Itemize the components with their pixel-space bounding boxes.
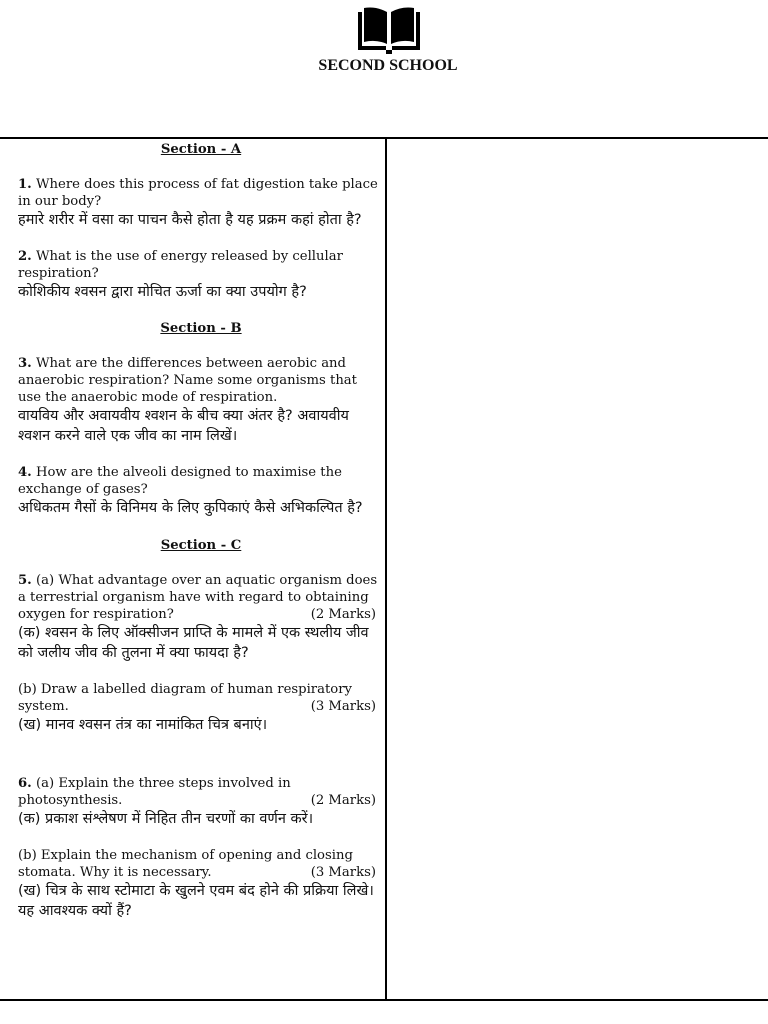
question-2 — [18, 248, 384, 302]
marks-label: (2 Marks) — [310, 607, 376, 622]
question-text-en: (b) Explain the mechanism of opening and closing stomata. Why it is necessary. — [18, 848, 353, 880]
question-text-en: (b) Draw a labelled diagram of human respiratory system. — [18, 682, 352, 714]
marks-label: (2 Marks) — [310, 793, 376, 808]
question-4 — [18, 464, 384, 518]
question-text-hi: (ख) चित्र के साथ स्टोमाटा के खुलने एवम बंद होने की प्रक्रिया लिखे। यह आवश्यक क्यों हैं? — [18, 883, 374, 919]
header — [0, 0, 768, 138]
question-text-en: How are the alveoli designed to maximise the exchange of gases? — [18, 465, 342, 497]
question-number: 6. — [18, 776, 32, 791]
question-1 — [18, 176, 384, 230]
question-text-hi: (क) श्वसन के लिए ऑक्सीजन प्राप्ति के मामले में एक स्थलीय जीव को जलीय जीव की तुलना में क्या फायदा है? — [18, 625, 369, 661]
question-text-en: (a) Explain the three steps involved in photosynthesis. — [18, 776, 291, 808]
question-text-en: What is the use of energy released by cellular respiration? — [18, 249, 343, 281]
question-text-en: Where does this process of fat digestion take place in our body? — [18, 177, 378, 209]
question-text-en: What are the differences between aerobic and anaerobic respiration? Name some organisms that use the anaerobic mode of respiration. — [18, 356, 357, 405]
bottom-rule — [0, 999, 768, 1001]
section-title-b: Section - B — [160, 321, 242, 336]
marks-label: (3 Marks) — [310, 699, 376, 714]
section-title-a: Section - A — [160, 142, 242, 157]
question-6 — [18, 775, 384, 921]
question-text-hi: वायविय और अवायवीय श्वशन के बीच क्या अंतर है? अवायवीय श्वशन करने वाले एक जीव का नाम लिखें। — [18, 408, 349, 444]
top-rule — [0, 137, 768, 139]
question-5 — [18, 572, 384, 735]
section-title-c: Section - C — [160, 538, 242, 553]
questions-column — [18, 140, 384, 921]
question-number: 4. — [18, 465, 32, 480]
question-text-hi: हमारे शरीर में वसा का पाचन कैसे होता है यह प्रक्रम कहां होता है? — [18, 212, 362, 228]
question-text-hi: कोशिकीय श्वसन द्वारा मोचित ऊर्जा का क्या उपयोग है? — [18, 284, 307, 300]
question-text-en: (a) What advantage over an aquatic organism does a terrestrial organism have with regard to obtaining oxygen for respiration? — [18, 573, 378, 622]
question-3 — [18, 355, 384, 446]
column-divider — [385, 138, 387, 999]
question-text-hi: (क) प्रकाश संश्लेषण में निहित तीन चरणों का वर्णन करें। — [18, 811, 314, 827]
marks-label: (3 Marks) — [310, 865, 376, 880]
question-number: 3. — [18, 356, 32, 371]
question-number: 1. — [18, 177, 32, 192]
question-number: 2. — [18, 249, 32, 264]
question-text-hi: (ख) मानव श्वसन तंत्र का नामांकित चित्र बनाएं। — [18, 717, 268, 733]
school-name: SECOND SCHOOL — [318, 57, 458, 74]
question-number: 5. — [18, 573, 32, 588]
question-text-hi: अधिकतम गैसों के विनिमय के लिए कुपिकाएं कैसे अभिकल्पित है? — [18, 500, 363, 516]
open-book-icon — [356, 6, 422, 54]
